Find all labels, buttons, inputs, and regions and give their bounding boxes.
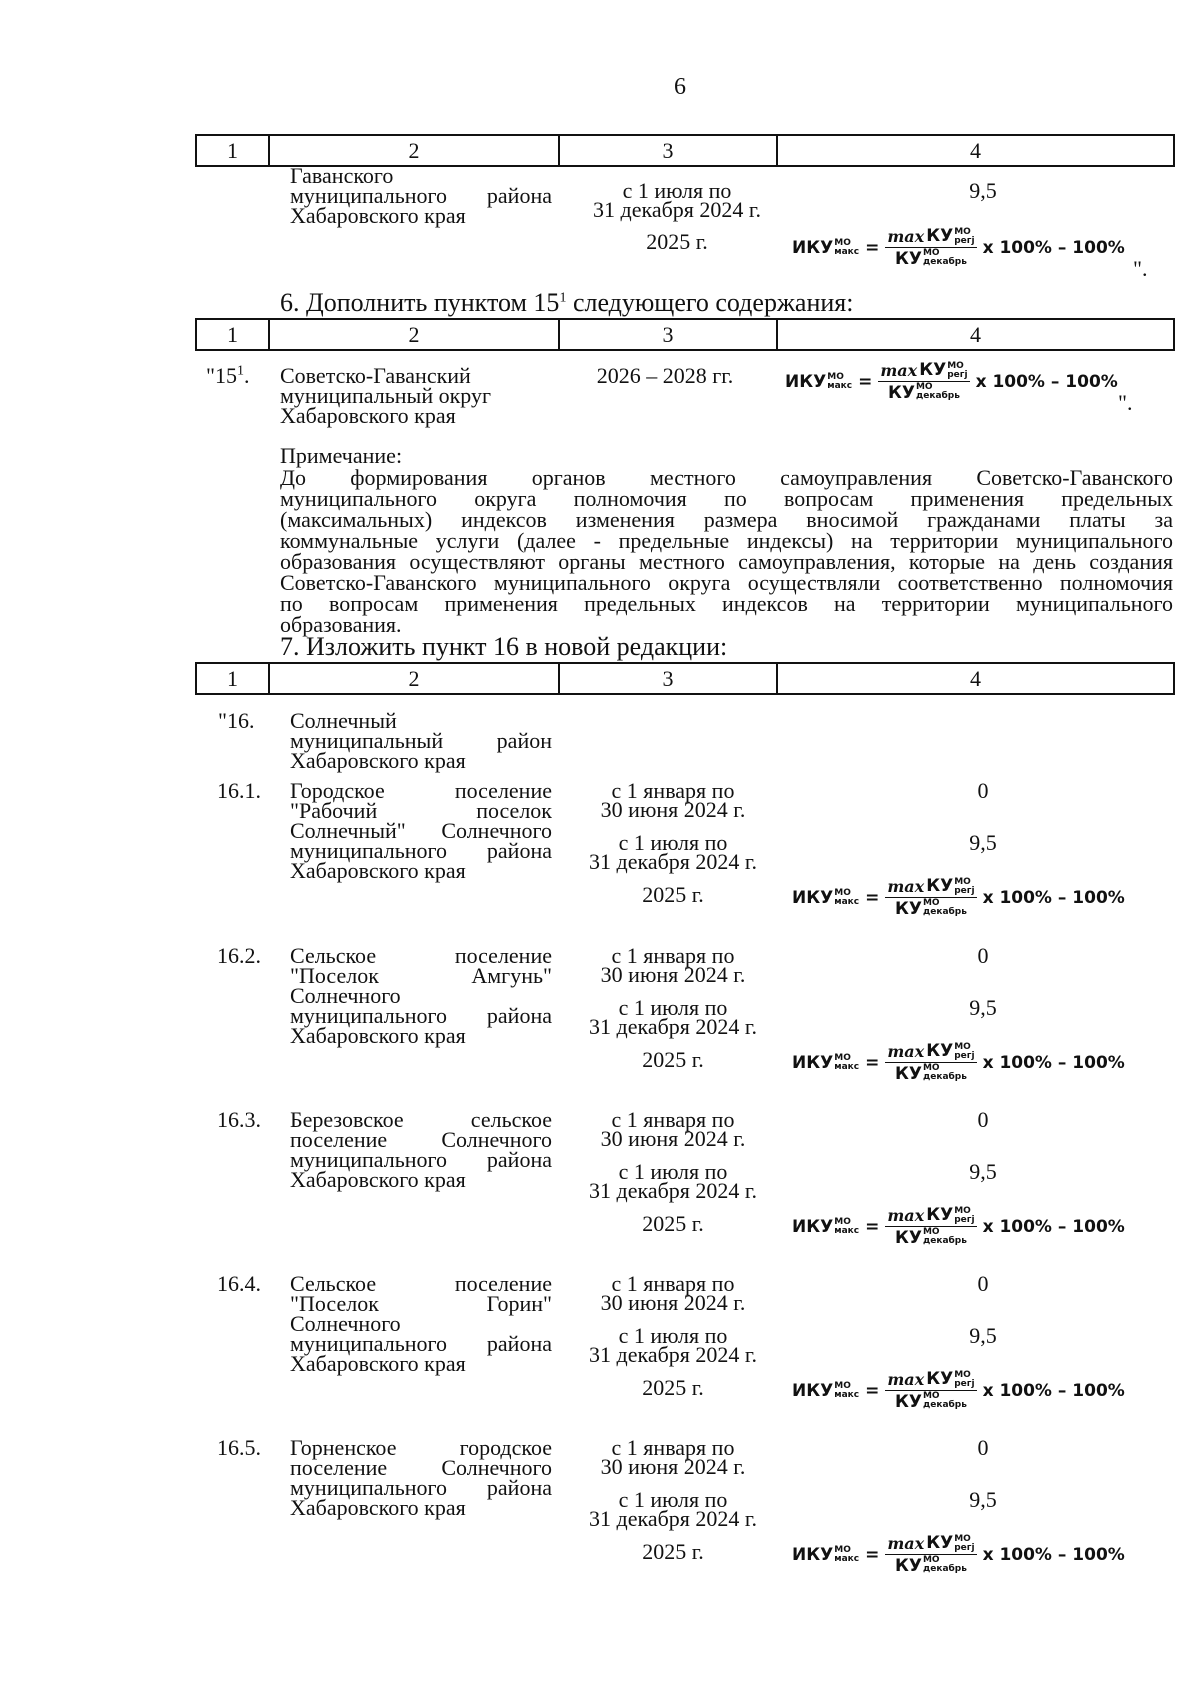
name-line: муниципальный район bbox=[290, 728, 552, 753]
note-line: образования. bbox=[280, 612, 402, 637]
formula-lhs: ИКУ МО макс bbox=[792, 1052, 860, 1073]
period-text: 9,5 bbox=[969, 1323, 997, 1348]
period-text: 2025 г. bbox=[642, 1211, 704, 1236]
name-line: Сельское поселение bbox=[290, 943, 552, 968]
formula-fraction: max КУ МО регj КУ МО декабрь bbox=[887, 226, 975, 269]
column-number-4: 4 bbox=[970, 321, 981, 347]
formula-eq: = bbox=[865, 887, 880, 908]
name-line: Хабаровского края bbox=[290, 1023, 466, 1048]
column-number-4: 4 bbox=[970, 665, 981, 691]
page-number: 6 bbox=[674, 74, 686, 100]
name-line: муниципального района bbox=[290, 183, 552, 208]
heading-rest: следующего содержания: bbox=[566, 288, 854, 317]
period-text: с 1 июля по bbox=[618, 1487, 728, 1512]
name-line: муниципального района bbox=[290, 1331, 552, 1356]
name-line: Солнечный" Солнечного bbox=[290, 818, 552, 843]
name-line: Хабаровского края bbox=[290, 748, 466, 773]
column-number-3: 3 bbox=[560, 320, 778, 349]
note-line: коммунальные услуги (далее - предельные индексы) на территории муниципального bbox=[280, 528, 1173, 553]
item-number: 16.4. bbox=[217, 1271, 261, 1296]
period-text: 2025 г. bbox=[642, 882, 704, 907]
period-text: 9,5 bbox=[969, 1159, 997, 1184]
table-header-row bbox=[195, 662, 1175, 695]
formula-rest: x 100% – 100% bbox=[982, 1052, 1125, 1073]
column-number-4: 4 bbox=[970, 137, 981, 163]
period-text: с 1 января по bbox=[611, 943, 735, 968]
formula-iku bbox=[792, 876, 1125, 919]
table-header-row bbox=[195, 318, 1175, 351]
formula-lhs: ИКУ МО макс bbox=[792, 1380, 860, 1401]
column-number-2: 2 bbox=[270, 664, 560, 693]
item-number: 16.2. bbox=[217, 943, 261, 968]
name-line: Советско-Гаванский bbox=[280, 363, 471, 388]
name-line: Хабаровского края bbox=[290, 1351, 466, 1376]
formula-iku bbox=[792, 1205, 1125, 1248]
formula-iku bbox=[785, 360, 1118, 403]
formula-eq: = bbox=[865, 237, 880, 258]
period-text: 2026 – 2028 гг. bbox=[596, 363, 734, 388]
period-text: с 1 июля по bbox=[622, 178, 732, 203]
period-text: 9,5 bbox=[969, 178, 997, 203]
period-text: с 1 января по bbox=[611, 778, 735, 803]
heading-sup: 1 bbox=[559, 290, 567, 306]
formula-rest: x 100% – 100% bbox=[982, 1544, 1125, 1565]
period-text: 31 декабря 2024 г. bbox=[589, 1014, 757, 1039]
period-text: 2025 г. bbox=[642, 1375, 704, 1400]
formula-eq: = bbox=[865, 1052, 880, 1073]
item-number: 16.1. bbox=[217, 778, 261, 803]
formula-iku bbox=[792, 1533, 1125, 1576]
period-text: 0 bbox=[977, 778, 989, 803]
period-text: 0 bbox=[977, 1271, 989, 1296]
period-text: 31 декабря 2024 г. bbox=[589, 1342, 757, 1367]
name-line: поселение Солнечного bbox=[290, 1127, 552, 1152]
period-text: 2025 г. bbox=[646, 229, 708, 254]
note-paragraph bbox=[280, 467, 1173, 635]
name-line: Городское поселение bbox=[290, 778, 552, 803]
item-number bbox=[206, 363, 250, 388]
note-line: муниципального округа полномочия по вопросам применения предельных bbox=[280, 486, 1173, 511]
period-text: 31 декабря 2024 г. bbox=[589, 849, 757, 874]
period-text: 30 июня 2024 г. bbox=[600, 1454, 746, 1479]
formula-fraction: max КУ МО регj КУ МО декабрь bbox=[887, 1369, 975, 1412]
period-text: 9,5 bbox=[969, 1487, 997, 1512]
formula-eq: = bbox=[865, 1216, 880, 1237]
note-line: Советско-Гаванского муниципального округа осуществляли соответственно полномочия bbox=[280, 570, 1173, 595]
formula-eq: = bbox=[858, 371, 873, 392]
formula-eq: = bbox=[865, 1544, 880, 1565]
column-number-1: 1 bbox=[197, 664, 270, 693]
name-line: Сельское поселение bbox=[290, 1271, 552, 1296]
period-text: 31 декабря 2024 г. bbox=[593, 197, 761, 222]
formula-rest: x 100% – 100% bbox=[982, 1380, 1125, 1401]
name-line: Березовское сельское bbox=[290, 1107, 552, 1132]
period-text: 30 июня 2024 г. bbox=[600, 1126, 746, 1151]
name-line: "Поселок Горин" bbox=[290, 1291, 552, 1316]
note-line: по вопросам применения предельных индексов на территории муниципального bbox=[280, 591, 1173, 616]
name-line: Хабаровского края bbox=[290, 1167, 466, 1192]
num-sup: 1 bbox=[236, 363, 244, 379]
formula-iku bbox=[792, 1369, 1125, 1412]
name-line: Гаванского bbox=[290, 163, 394, 188]
period-text: 0 bbox=[977, 1107, 989, 1132]
formula-lhs: ИКУ МО макс bbox=[792, 237, 860, 258]
name-line: Хабаровского края bbox=[280, 403, 456, 428]
period-text: с 1 июля по bbox=[618, 1323, 728, 1348]
name-line: муниципального района bbox=[290, 1003, 552, 1028]
note-title: Примечание: bbox=[280, 443, 403, 468]
period-text: 0 bbox=[977, 943, 989, 968]
name-line: Солнечного bbox=[290, 1311, 401, 1336]
period-text: с 1 июля по bbox=[618, 830, 728, 855]
note-line: образования осуществляют органы местного самоуправления, которые на день создания bbox=[280, 549, 1173, 574]
formula-lhs: ИКУ МО макс bbox=[785, 371, 853, 392]
formula-fraction: max КУ МО регj КУ МО декабрь bbox=[887, 1041, 975, 1084]
formula-eq: = bbox=[865, 1380, 880, 1401]
formula-rest: x 100% – 100% bbox=[975, 371, 1118, 392]
num-dot: . bbox=[243, 363, 250, 388]
period-text: 31 декабря 2024 г. bbox=[589, 1506, 757, 1531]
formula-rest: x 100% – 100% bbox=[982, 887, 1125, 908]
name-line: Солнечный bbox=[290, 708, 397, 733]
period-text: с 1 июля по bbox=[618, 995, 728, 1020]
name-line: муниципальный округ bbox=[280, 383, 492, 408]
period-text: 9,5 bbox=[969, 995, 997, 1020]
section-7-heading: 7. Изложить пункт 16 в новой редакции: bbox=[280, 632, 728, 661]
name-line: "Рабочий поселок bbox=[290, 798, 552, 823]
formula-rest: x 100% – 100% bbox=[982, 237, 1125, 258]
period-text: 0 bbox=[977, 1435, 989, 1460]
name-line: "Поселок Амгунь" bbox=[290, 963, 552, 988]
num-text: "15 bbox=[206, 363, 237, 388]
formula-lhs: ИКУ МО макс bbox=[792, 1216, 860, 1237]
column-number-1: 1 bbox=[197, 136, 270, 165]
name-line: Хабаровского края bbox=[290, 1495, 466, 1520]
period-text: 2025 г. bbox=[642, 1047, 704, 1072]
formula-iku bbox=[792, 1041, 1125, 1084]
period-text: 30 июня 2024 г. bbox=[600, 797, 746, 822]
period-text: 30 июня 2024 г. bbox=[600, 962, 746, 987]
item-number: 16.5. bbox=[217, 1435, 261, 1460]
formula-lhs: ИКУ МО макс bbox=[792, 1544, 860, 1565]
period-text: 30 июня 2024 г. bbox=[600, 1290, 746, 1315]
column-number-3: 3 bbox=[560, 664, 778, 693]
formula-fraction: max КУ МО регj КУ МО декабрь bbox=[887, 1205, 975, 1248]
formula-fraction: max КУ МО регj КУ МО декабрь bbox=[887, 876, 975, 919]
name-line: Горненское городское bbox=[290, 1435, 552, 1460]
column-number-1: 1 bbox=[197, 320, 270, 349]
item-number: 16.3. bbox=[217, 1107, 261, 1132]
name-line: Солнечного bbox=[290, 983, 401, 1008]
name-line: поселение Солнечного bbox=[290, 1455, 552, 1480]
section-6-heading bbox=[280, 288, 853, 318]
closing-quote: ". bbox=[1118, 390, 1133, 415]
name-line: муниципального района bbox=[290, 1147, 552, 1172]
name-line: муниципального района bbox=[290, 1475, 552, 1500]
note-line: (максимальных) индексов изменения размера вносимой гражданами платы за bbox=[280, 507, 1173, 532]
formula-fraction: max КУ МО регj КУ МО декабрь bbox=[880, 360, 968, 403]
period-text: 2025 г. bbox=[642, 1539, 704, 1564]
period-text: с 1 января по bbox=[611, 1435, 735, 1460]
name-line: Хабаровского края bbox=[290, 203, 466, 228]
period-text: с 1 января по bbox=[611, 1271, 735, 1296]
name-line: Хабаровского края bbox=[290, 858, 466, 883]
formula-lhs: ИКУ МО макс bbox=[792, 887, 860, 908]
column-number-2: 2 bbox=[270, 320, 560, 349]
heading-text: 6. Дополнить пунктом 15 bbox=[280, 288, 560, 317]
column-number-3: 3 bbox=[560, 136, 778, 165]
formula-rest: x 100% – 100% bbox=[982, 1216, 1125, 1237]
period-text: 9,5 bbox=[969, 830, 997, 855]
column-number-2: 2 bbox=[270, 136, 560, 165]
period-text: с 1 июля по bbox=[618, 1159, 728, 1184]
item-number: "16. bbox=[218, 708, 255, 733]
closing-quote: ". bbox=[1133, 256, 1148, 281]
period-text: с 1 января по bbox=[611, 1107, 735, 1132]
name-line: муниципального района bbox=[290, 838, 552, 863]
formula-iku bbox=[792, 226, 1125, 269]
formula-fraction: max КУ МО регj КУ МО декабрь bbox=[887, 1533, 975, 1576]
period-text: 31 декабря 2024 г. bbox=[589, 1178, 757, 1203]
note-line: До формирования органов местного самоуправления Советско-Гаванского bbox=[280, 465, 1173, 490]
